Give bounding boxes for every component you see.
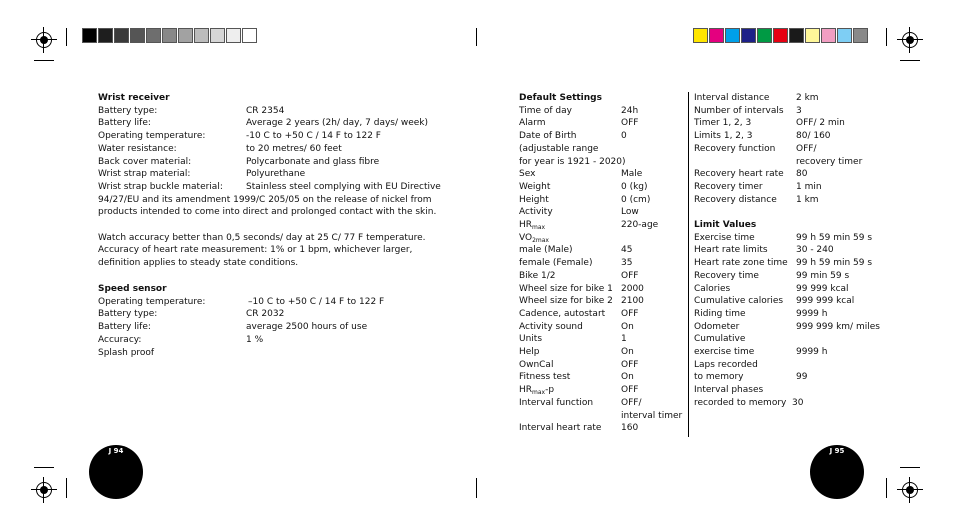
setting-label-text: Sex — [519, 169, 536, 180]
color-swatch — [709, 28, 724, 43]
setting-value: On — [621, 321, 634, 332]
spec-value: to 20 metres/ 60 feet — [246, 143, 342, 154]
setting-label-text: Cadence, autostart — [519, 308, 606, 319]
setting-value: recovery timer — [796, 156, 863, 167]
spec-label: Battery type: — [98, 309, 158, 320]
limit-value: 9999 h — [796, 347, 828, 357]
limit-value: 999 999 km/ miles — [796, 321, 880, 332]
setting-label: Number of intervals — [694, 105, 784, 116]
gray-swatch — [146, 28, 161, 43]
paragraph-line: definition applies to steady state conditions. — [98, 258, 299, 269]
spec-value: Polyurethane — [246, 169, 306, 180]
limit-value: 99 h 59 min 59 s — [796, 258, 873, 269]
spec-value: average 2500 hours of use — [246, 322, 368, 333]
setting-value: OFF — [621, 270, 639, 281]
setting-value: 80/ 160 — [796, 131, 831, 142]
limit-label: Heart rate limits — [694, 245, 768, 256]
setting-value: OFF/ — [621, 397, 642, 408]
spec-label: Operating temperature: — [98, 131, 206, 142]
setting-label — [519, 359, 553, 372]
limit-value: 30 - 240 — [796, 245, 834, 256]
setting-label-text: Time of day — [519, 105, 572, 116]
limit-label: Odometer — [694, 321, 740, 332]
setting-label — [519, 295, 613, 308]
limit-value: 9999 h — [796, 308, 828, 319]
color-swatch — [853, 28, 868, 43]
crop-line — [476, 478, 477, 498]
setting-label — [519, 105, 572, 118]
spec-label: Battery life: — [98, 322, 151, 333]
spec-value: Stainless steel complying with EU Directive — [246, 181, 441, 192]
spec-label: Back cover material: — [98, 156, 192, 167]
setting-label — [519, 397, 593, 410]
column-divider — [688, 92, 689, 437]
setting-label — [519, 321, 583, 334]
crop-line — [34, 60, 54, 61]
crop-line — [476, 28, 477, 46]
limit-label: Interval phases — [694, 385, 764, 396]
setting-label-text: OwnCal — [519, 359, 554, 370]
limit-label: Riding time — [694, 308, 746, 319]
setting-value: On — [621, 372, 634, 383]
setting-label-text: Bike 1/2 — [519, 270, 556, 281]
gray-swatch — [178, 28, 193, 43]
limit-value: 30 — [792, 397, 804, 408]
limit-value: 99 h 59 min 59 s — [796, 232, 873, 243]
setting-label-text: HR — [519, 220, 533, 230]
setting-label — [519, 371, 570, 384]
setting-value: interval timer — [621, 410, 683, 421]
spec-label: Battery type: — [98, 105, 158, 116]
setting-label: Interval distance — [694, 93, 770, 103]
setting-value: OFF — [621, 385, 639, 396]
spec-value: Polycarbonate and glass fibre — [246, 156, 380, 167]
suffix: -p — [545, 385, 555, 396]
setting-value: Male — [621, 169, 643, 180]
setting-label: Recovery distance — [694, 194, 777, 205]
setting-label — [519, 206, 553, 219]
color-swatch — [725, 28, 740, 43]
crop-line — [66, 28, 67, 46]
limit-label: to memory — [694, 372, 744, 383]
setting-value: 0 (cm) — [621, 194, 651, 205]
setting-label: Recovery heart rate — [694, 169, 784, 180]
registration-mark-bottom-left — [36, 482, 52, 498]
limit-label: exercise time — [694, 347, 755, 357]
gray-swatch — [130, 28, 145, 43]
color-swatch — [805, 28, 820, 43]
gray-swatch — [114, 28, 129, 43]
spec-label: Splash proof — [98, 347, 155, 358]
setting-label-text: Date of Birth — [519, 131, 577, 142]
limit-value: 999 999 kcal — [796, 296, 855, 307]
section-heading: Speed sensor — [98, 284, 167, 294]
setting-value: 35 — [621, 258, 633, 269]
page-number-right: J 95 — [829, 447, 845, 455]
limit-label: Cumulative calories — [694, 296, 784, 307]
setting-value: 3 — [796, 105, 802, 116]
setting-value: 24h — [621, 105, 639, 116]
registration-mark-top-right — [902, 32, 918, 48]
setting-label: Timer 1, 2, 3 — [694, 118, 752, 129]
subscript: max — [532, 224, 546, 231]
setting-label-text: Activity sound — [519, 321, 583, 332]
setting-label: Recovery function — [694, 143, 776, 154]
setting-value: 80 — [796, 169, 808, 180]
setting-label-text: Help — [519, 347, 540, 357]
color-swatch — [757, 28, 772, 43]
setting-label-text: (adjustable range — [519, 143, 599, 154]
gray-swatch — [82, 28, 97, 43]
spec-value: CR 2354 — [246, 105, 285, 116]
setting-value: 1 min — [796, 181, 822, 192]
limit-value: 99 min 59 s — [796, 270, 850, 281]
spec-label: Wrist strap buckle material: — [98, 181, 223, 192]
page-number-left: J 94 — [108, 447, 124, 455]
page-number-badge-right — [810, 445, 864, 499]
setting-value: OFF — [621, 308, 639, 319]
gray-swatch — [226, 28, 241, 43]
crop-line — [66, 478, 67, 498]
limit-label: Heart rate zone time — [694, 258, 788, 269]
setting-label-text: Alarm — [519, 118, 546, 129]
crop-line — [34, 467, 54, 468]
setting-value: 45 — [621, 245, 633, 256]
gray-swatch — [98, 28, 113, 43]
registration-mark-top-left — [36, 32, 52, 48]
setting-value: 2 km — [796, 93, 819, 103]
section-heading: Limit Values — [694, 220, 757, 230]
setting-label — [519, 117, 545, 130]
setting-value: OFF — [621, 359, 639, 370]
setting-label-text: for year is 1921 - 2020) — [519, 156, 626, 167]
setting-label: Limits 1, 2, 3 — [694, 131, 753, 142]
color-swatch — [741, 28, 756, 43]
setting-value: 1 — [621, 334, 627, 345]
limit-label: Cumulative — [694, 334, 746, 345]
setting-label-text: HR — [519, 385, 533, 396]
gray-swatch — [162, 28, 177, 43]
setting-label — [519, 270, 555, 283]
limit-label: recorded to memory — [694, 397, 787, 408]
limit-label: Exercise time — [694, 232, 755, 243]
setting-label-text: Activity — [519, 207, 553, 218]
color-swatch — [773, 28, 788, 43]
setting-value: 2000 — [621, 283, 644, 294]
setting-label-text: female (Female) — [519, 258, 593, 269]
spec-label: Battery life: — [98, 118, 151, 129]
limit-value: 99 999 kcal — [796, 283, 849, 294]
setting-label-text: Interval function — [519, 397, 594, 408]
setting-value: 0 (kg) — [621, 181, 648, 192]
gray-swatch — [194, 28, 209, 43]
setting-label — [519, 168, 535, 181]
spec-label: Wrist strap material: — [98, 169, 191, 180]
section-heading: Wrist receiver — [98, 93, 170, 103]
gray-swatch — [242, 28, 257, 43]
subscript: 2max — [532, 236, 549, 244]
setting-label — [519, 257, 592, 270]
setting-value: OFF/ 2 min — [796, 118, 845, 129]
setting-label-text: Wheel size for bike 2 — [519, 296, 613, 307]
setting-label — [519, 283, 613, 296]
setting-value: Low — [621, 207, 639, 218]
setting-value: On — [621, 347, 634, 357]
crop-line — [886, 478, 887, 498]
setting-label — [519, 130, 577, 143]
spec-value: Average 2 years (2h/ day, 7 days/ week) — [246, 118, 429, 129]
paragraph-line: Accuracy of heart rate measurement: 1% or 1 bpm, whichever larger, — [98, 245, 413, 256]
setting-label — [519, 333, 542, 346]
setting-label-text: Wheel size for bike 1 — [519, 283, 613, 294]
setting-label-text: male (Male) — [519, 245, 573, 256]
setting-label — [519, 143, 598, 156]
page-number-badge-left — [89, 445, 143, 499]
setting-label — [519, 244, 573, 257]
setting-label-text: Height — [519, 194, 549, 205]
setting-label — [519, 181, 550, 194]
setting-label — [519, 422, 601, 435]
spec-label: Operating temperature: — [98, 296, 206, 307]
setting-label-text: Weight — [519, 181, 551, 192]
crop-line — [900, 60, 920, 61]
setting-label-text: Fitness test — [519, 372, 571, 383]
crop-line — [886, 28, 887, 46]
spec-value: CR 2032 — [246, 309, 285, 320]
setting-value: 0 — [621, 131, 627, 142]
setting-value: 160 — [621, 423, 639, 434]
subscript: max — [532, 389, 546, 397]
setting-value: 220-age — [621, 220, 659, 230]
limit-label: Recovery time — [694, 270, 759, 281]
setting-label — [519, 308, 605, 321]
setting-label-text: VO — [519, 232, 533, 243]
setting-value: 2100 — [621, 296, 644, 307]
limit-value: 99 — [796, 372, 808, 383]
color-swatch — [821, 28, 836, 43]
crop-line — [900, 467, 920, 468]
setting-label-text: Interval heart rate — [519, 423, 602, 434]
setting-label: Recovery timer — [694, 181, 763, 192]
setting-value: 1 km — [796, 194, 819, 205]
setting-label — [519, 156, 626, 169]
color-swatch — [693, 28, 708, 43]
spec-value: –10 C to +50 C / 14 F to 122 F — [248, 296, 385, 307]
setting-label-text: Units — [519, 334, 543, 345]
spec-value: -10 C to +50 C / 14 F to 122 F — [246, 131, 381, 142]
color-swatch — [789, 28, 804, 43]
limit-label: Laps recorded — [694, 359, 758, 370]
setting-label — [519, 194, 549, 207]
limit-label: Calories — [694, 283, 731, 294]
color-swatch — [837, 28, 852, 43]
registration-mark-bottom-right — [902, 482, 918, 498]
spec-label: Water resistance: — [98, 143, 177, 154]
paragraph-line: Watch accuracy better than 0,5 seconds/ day at 25 C/ 77 F temperature. — [98, 232, 426, 243]
section-heading: Default Settings — [519, 93, 602, 103]
spec-label: Accuracy: — [98, 334, 142, 345]
setting-value: OFF/ — [796, 143, 817, 154]
setting-value: OFF — [621, 118, 639, 129]
setting-label — [519, 346, 540, 359]
paragraph-line: products intended to come into direct and prolonged contact with the skin. — [98, 207, 437, 218]
gray-swatch — [210, 28, 225, 43]
paragraph-line: 94/27/EU and its amendment 1999/C 205/05 on the release of nickel from — [98, 194, 432, 205]
spec-value: 1 % — [246, 334, 264, 345]
